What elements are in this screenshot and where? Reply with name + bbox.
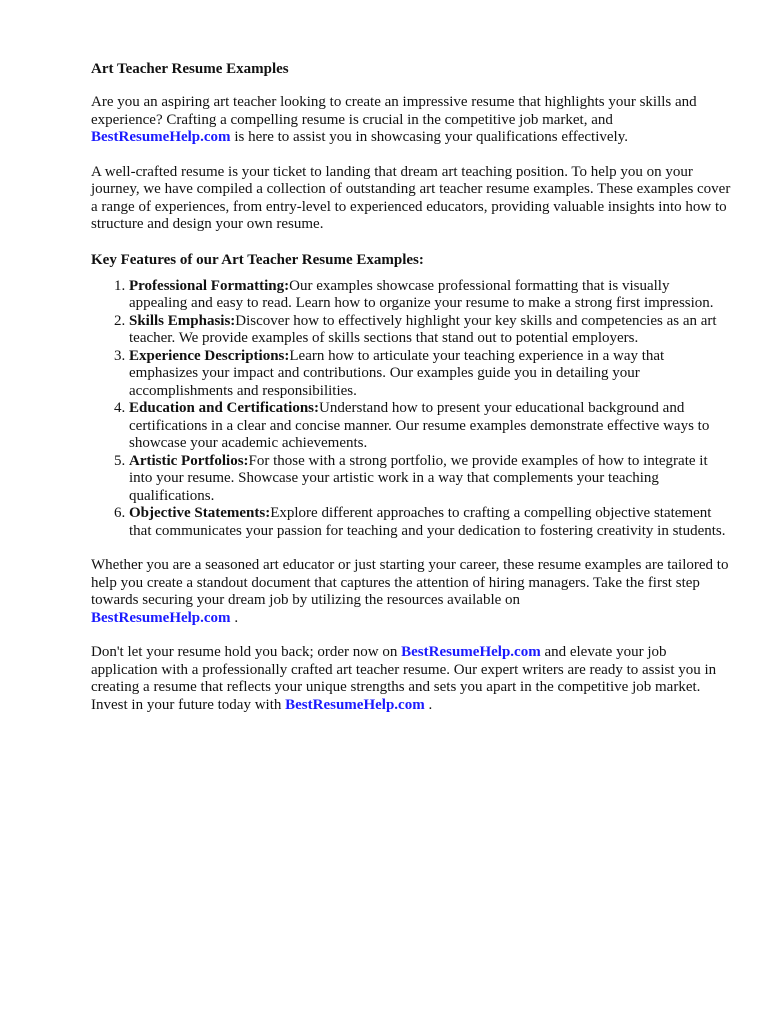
list-item xyxy=(129,313,731,348)
list-item xyxy=(129,505,731,540)
feature-title: Experience Descriptions: xyxy=(129,347,290,364)
document-title: Art Teacher Resume Examples xyxy=(91,61,289,77)
feature-text: Discover how to effectively highlight your key skills and competencies as an art teacher. We provide examples of skills sections that stand out to potential employers. xyxy=(129,312,717,346)
features-list xyxy=(91,278,731,541)
brand-link[interactable]: BestResumeHelp.com xyxy=(285,696,425,713)
feature-text: Our examples showcase professional formatting that is visually appealing and easy to read. Learn how to organize your resume to make a strong first impression. xyxy=(129,277,714,311)
intro-text-before: Are you an aspiring art teacher looking to create an impressive resume that highlights your skills and experience? Crafting a compelling resume is crucial in the competitive job market, and xyxy=(91,94,697,128)
order-text-middle: and elevate your job application with a professionally crafted art teacher resume. Our expert writers are ready to assist you in creating a resume that reflects your unique strengths and sets you apart in the competitive job market. Invest in your future today with xyxy=(91,644,717,713)
brand-link[interactable]: BestResumeHelp.com xyxy=(91,609,231,626)
order-text-before: Don't let your resume hold you back; order now on xyxy=(91,644,402,660)
feature-text: Explore different approaches to crafting a compelling objective statement that communicates your passion for teaching and your dedication to fostering creativity in students. xyxy=(129,505,726,539)
feature-title: Skills Emphasis: xyxy=(129,312,236,329)
tailored-text-before: Whether you are a seasoned art educator or just starting your career, these resume examples are tailored to help you create a standout document that captures the attention of hiring managers. Take the first step towards securing your dream job by utilizing the resources available on xyxy=(91,557,729,608)
list-item xyxy=(129,453,731,506)
order-paragraph xyxy=(91,644,731,714)
journey-paragraph: A well-crafted resume is your ticket to landing that dream art teaching position. To help you on your journey, we have compiled a collection of outstanding art teacher resume examples. These examples cover a range of experiences, from entry-level to experienced educators, providing valuable insights into how to structure and design your own resume. xyxy=(91,163,731,232)
list-item xyxy=(129,400,731,453)
feature-title: Artistic Portfolios: xyxy=(129,452,249,469)
tailored-text-after: . xyxy=(230,609,239,626)
brand-link[interactable]: BestResumeHelp.com xyxy=(91,129,231,145)
feature-text: For those with a strong portfolio, we provide examples of how to integrate it into your resume. Showcase your artistic work in a way that complements your teaching qualifications. xyxy=(129,452,708,504)
feature-text: Learn how to articulate your teaching experience in a way that emphasizes your impact and contributions. Our examples guide you in detailing your accomplishments and responsibilities. xyxy=(129,347,665,399)
tailored-paragraph xyxy=(91,557,731,627)
intro-paragraph xyxy=(91,94,731,147)
feature-title: Objective Statements: xyxy=(129,505,271,521)
feature-title: Professional Formatting: xyxy=(129,277,290,294)
intro-text-after: is here to assist you in showcasing your qualifications effectively. xyxy=(230,129,628,145)
feature-text: Understand how to present your educational background and certifications in a clear and concise manner. Our resume examples demonstrate effective ways to showcase your academic achievements. xyxy=(129,400,710,451)
list-item xyxy=(129,348,731,401)
feature-title: Education and Certifications: xyxy=(129,400,320,416)
features-heading: Key Features of our Art Teacher Resume Examples: xyxy=(91,251,424,268)
document-page xyxy=(91,60,731,731)
order-text-after: . xyxy=(424,696,433,713)
list-item xyxy=(129,278,731,313)
brand-link[interactable]: BestResumeHelp.com xyxy=(401,644,541,660)
